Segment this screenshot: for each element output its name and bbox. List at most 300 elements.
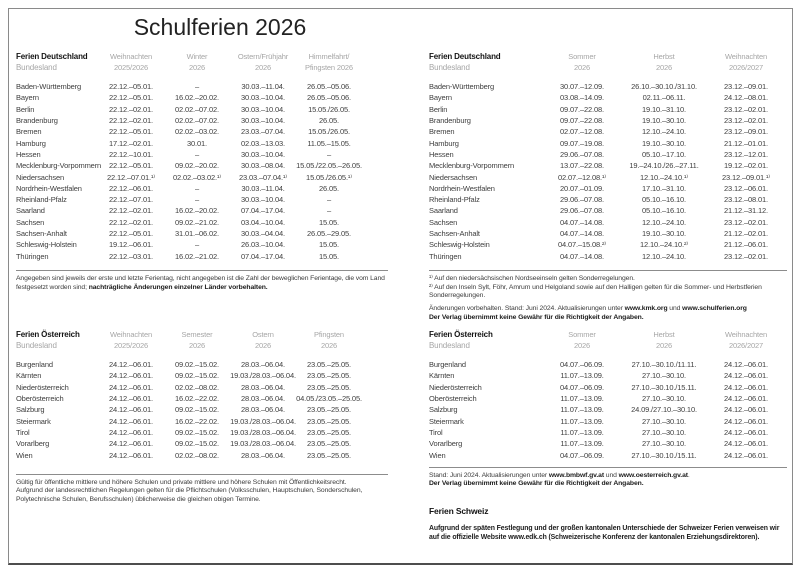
date-range: 15.05. [319,240,339,250]
date-range: 29.06.–07.08. [560,149,604,159]
column-header: Semester 2026 [181,330,213,350]
date-range: 24.12.–06.01. [724,382,768,392]
column-header: Winter 2026 [186,52,208,72]
date-range: 26.10.–30.10./31.10. [631,82,697,92]
date-range: 17.12.–02.01. [109,138,153,148]
state-name: Kärnten [16,371,42,381]
table-row [16,137,388,148]
url-bmbwf: www.bmbwf.gv.at [548,471,604,479]
state-name: Thüringen [429,251,462,261]
state-name: Rheinland-Pfalz [429,195,480,205]
table-row [16,415,388,426]
table-row [429,449,787,460]
date-range: 29.06.–07.08. [560,206,604,216]
date-range: 09.07.–22.08. [560,116,604,126]
date-range: 11.05.–15.05. [307,138,351,148]
date-range: – [194,195,200,205]
date-range: 12.10.–24.10.²⁾ [640,240,688,250]
date-range: 30.03.–04.04. [241,229,285,238]
update-note: Stand: Juni 2024. Aktualisierungen unter www.bmbwf.gv.at und www.oesterreich.gv.at. [429,471,690,479]
date-range: 22.12.–07.01.¹⁾ [107,172,155,182]
date-range: 23.03.–07.04.¹⁾ [239,172,287,182]
publisher-disclaimer: Der Verlag übernimmt keine Gewähr für die Richtigkeit der Angaben. [429,480,644,488]
date-range: 12.10.–24.10. [642,217,686,227]
table-row [429,438,787,449]
date-range: 27.10.–30.10./15.11. [631,382,697,392]
date-range: 15.05./26.05. [308,104,350,114]
date-range: 30.03.–10.04. [241,116,285,126]
date-range: 24.12.–06.01. [724,394,768,404]
date-range: 24.12.–06.01. [724,360,768,370]
date-range: 28.03.–06.04. [241,382,285,392]
footnote-2: ²⁾ Auf den Inseln Sylt, Föhr, Amrum und Helgoland sowie auf den Halligen gelten für die Sommer- und Herbstferien Sonderregelungen. [429,283,762,300]
state-name: Wien [16,450,33,460]
date-range: 27.10.–30.10. [642,439,686,449]
date-range: 04.07.–14.08. [560,251,604,261]
date-range: 23.12.–09.01. [724,82,768,92]
date-range: 24.12.–06.01. [109,450,153,460]
date-range: 04.07.–14.08. [560,229,604,238]
date-range: 19.03./28.03.–06.04. [230,427,296,437]
table-row [429,183,787,194]
date-range: 04.07.–06.09. [560,360,604,370]
state-name: Schleswig-Holstein [429,240,490,250]
date-range: 23.12.–02.01. [724,217,768,227]
date-range: 09.02.–15.02. [175,360,219,370]
table-subtitle: Bundesland [429,340,470,350]
table-row [16,250,388,261]
date-range: 24.12.–06.01. [109,394,153,404]
state-name: Hamburg [16,138,46,148]
date-range: 15.05./26.05.¹⁾ [306,172,352,182]
date-range: 23.12.–12.01. [724,149,768,159]
date-range: 22.12.–06.01. [109,183,153,193]
date-range: 24.12.–06.01. [109,427,153,437]
date-range: 24.12.–06.01. [109,360,153,370]
table-row [429,250,787,261]
date-range: 23.05.–25.05. [307,427,351,437]
state-name: Niederösterreich [429,382,482,392]
state-name: Berlin [16,104,35,114]
state-name: Oberösterreich [429,394,477,404]
austria-holidays-table-part2 [429,330,787,542]
date-range: 07.04.–17.04. [241,251,285,261]
date-range: 21.12.–06.01. [724,240,768,250]
date-range: 27.10.–30.10./11.11. [631,360,697,370]
date-range: 21.12.–02.01. [724,229,768,238]
state-name: Rheinland-Pfalz [16,195,67,205]
state-name: Sachsen [429,217,458,227]
table-row [16,205,388,216]
publisher-disclaimer: Der Verlag übernimmt keine Gewähr für die Richtigkeit der Angaben. [429,313,644,321]
state-name: Bayern [429,93,452,103]
date-range: 02.03.–13.03. [241,138,285,148]
date-range: 30.07.–12.09. [560,82,604,92]
table-row [429,104,787,115]
date-range: 16.02.–20.02. [175,206,219,216]
state-name: Vorarlberg [16,439,50,449]
date-range: 02.11.–06.11. [642,93,686,103]
date-range: 27.10.–30.10./15.11. [631,450,697,460]
table-row [429,115,787,126]
date-range: 22.12.–05.01. [109,82,153,92]
date-range: 04.05./23.05.–25.05. [296,394,362,404]
date-range: 04.07.–06.09. [560,382,604,392]
date-range: 19.10.–31.10. [642,104,686,114]
state-name: Kärnten [429,371,455,381]
column-header: Herbst 2026 [653,52,675,72]
date-range: 20.07.–01.09. [560,183,604,193]
date-range: 07.04.–17.04. [241,206,285,216]
table-body [429,359,787,461]
table-body [16,359,388,461]
table-row [429,393,787,404]
date-range: 26.03.–10.04. [241,240,285,250]
date-range: 27.10.–30.10. [642,371,686,381]
date-range: 15.05./22.05.–26.05. [296,161,362,171]
column-header: Herbst 2026 [653,330,675,350]
date-range: 24.12.–06.01. [724,416,768,426]
state-name: Nordrhein-Westfalen [16,183,82,193]
state-name: Bremen [16,127,42,137]
date-range: 30.03.–08.04. [241,161,285,171]
date-range: – [194,149,200,159]
table-subtitle: Bundesland [429,62,470,72]
date-range: 30.03.–11.04. [241,183,285,193]
date-range: 30.03.–10.04. [241,104,285,114]
date-range: 03.08.–14.09. [560,93,604,103]
date-range: 19.03./28.03.–06.04. [230,416,296,426]
date-range: 22.12.–05.01. [109,161,153,171]
date-range: 31.01.–06.02. [175,229,219,238]
table-row [16,382,388,393]
date-range: 21.12.–31.12. [724,206,768,216]
state-name: Mecklenburg-Vorpommern [16,161,102,171]
germany-holidays-table-part2 [429,52,787,323]
date-range: 22.12.–02.01. [109,116,153,126]
date-range: 24.12.–06.01. [724,427,768,437]
state-name: Oberösterreich [16,394,64,404]
date-range: 24.09./27.10.–30.10. [631,405,697,415]
date-range: 27.10.–30.10. [642,416,686,426]
table-row [429,194,787,205]
date-range: – [194,240,200,250]
state-name: Brandenburg [429,116,471,126]
date-range: 24.12.–06.01. [724,439,768,449]
url-kmk: www.kmk.org [624,305,668,313]
date-range: 22.12.–05.01. [109,93,153,103]
divider [16,474,388,475]
austria-holidays-table-part1 [16,330,388,505]
table-subtitle: Bundesland [16,62,57,72]
switzerland-section-title: Ferien Schweiz [429,506,489,517]
state-name: Schleswig-Holstein [16,240,77,250]
switzerland-note: Aufgrund der späten Festlegung und der großen kantonalen Unterschiede der Schweizer Ferien verweisen wir auf die offizielle Website www.edk.ch (Schweizerische Konferenz der kantonalen Erziehungsdirektoren). [429,525,780,542]
table-title: Ferien Österreich [429,330,493,339]
state-name: Steiermark [429,416,464,426]
date-range: 11.07.–13.09. [560,427,604,437]
table-row [16,228,388,239]
date-range: 24.12.–06.01. [109,371,153,381]
state-name: Hessen [429,149,454,159]
state-name: Vorarlberg [429,439,463,449]
table-row [16,160,388,171]
url-oesterreich: www.oesterreich.gv.at [618,471,688,479]
date-range: 11.07.–13.09. [560,416,604,426]
date-range: 23.12.–08.01. [724,195,768,205]
date-range: 22.12.–05.01. [109,229,153,238]
date-range: 16.02.–21.02. [175,251,219,261]
table-row [16,427,388,438]
state-name: Burgenland [16,360,53,370]
date-range: 15.05. [319,217,339,227]
state-name: Nordrhein-Westfalen [429,183,495,193]
date-range: 26.05. [319,116,339,126]
table-row [429,160,787,171]
date-range: 29.06.–07.08. [560,195,604,205]
column-header: Sommer 2026 [568,330,596,350]
date-range: 23.12.–02.01. [724,104,768,114]
date-range: 30.03.–10.04. [241,93,285,103]
date-range: 16.02.–22.02. [175,394,219,404]
state-name: Saarland [16,206,45,216]
date-range: 02.02.–03.02. [175,127,219,137]
table-subtitle: Bundesland [16,340,57,350]
date-range: 23.05.–25.05. [307,439,351,449]
state-name: Tirol [16,427,30,437]
date-range: – [194,82,200,92]
date-range: 23.05.–25.05. [307,405,351,415]
table-row [429,149,787,160]
footnote-1: ¹⁾ Auf den niedersächsischen Nordseeinseln gelten Sonderregelungen. [429,274,635,282]
date-range: 22.12.–07.01. [109,195,153,205]
table-row [16,171,388,182]
date-range: 19.12.–02.01. [724,161,768,171]
state-name: Sachsen-Anhalt [429,229,480,238]
date-range: 23.12.–06.01. [724,183,768,193]
date-range: 19.10.–30.10. [642,138,686,148]
table-row [429,137,787,148]
divider [429,270,787,271]
date-range: 23.05.–25.05. [307,360,351,370]
date-range: 22.12.–02.01. [109,217,153,227]
state-name: Niedersachsen [429,172,478,182]
table-row [16,92,388,103]
table-row [16,404,388,415]
table-row [16,115,388,126]
date-range: 19.03./28.03.–06.04. [230,371,296,381]
table-row [429,239,787,250]
state-name: Berlin [429,104,448,114]
table-body [16,81,388,262]
date-range: 24.12.–06.01. [109,382,153,392]
date-range: 02.02.–08.02. [175,382,219,392]
column-header: Weihnachten 2025/2026 [110,52,152,72]
state-name: Baden-Württemberg [16,82,81,92]
date-range: 19.12.–06.01. [109,240,153,250]
column-header: Weihnachten 2026/2027 [725,52,767,72]
validity-note: Gültig für öffentliche mittlere und höhere Schulen und private mittlere und höhere Schulen mit Öffentlichkeitsrecht. Aufgrund der landesrechtlichen Regelungen gelten für die Pflichtschulen (Volksschulen, Hauptschulen, Sonderschulen, Polytechnische Schulen, Berufsschulen) üblicherweise die gleichen obigen Termine. [16,478,363,504]
table-row [16,217,388,228]
date-range: 04.07.–06.09. [560,450,604,460]
date-range: 15.05. [319,251,339,261]
date-range: 27.10.–30.10. [642,394,686,404]
table-row [16,104,388,115]
date-range: 02.02.–08.02. [175,450,219,460]
state-name: Burgenland [429,360,466,370]
divider [16,270,388,271]
date-range: 19.10.–30.10. [642,116,686,126]
date-range: 30.03.–11.04. [241,82,285,92]
update-note: Änderungen vorbehalten. Stand: Juni 2024. Aktualisierungen unter www.kmk.org und www.schulferien.org [429,305,747,313]
table-title: Ferien Deutschland [16,52,88,61]
date-range: 11.07.–13.09. [560,394,604,404]
state-name: Brandenburg [16,116,58,126]
table-row [429,404,787,415]
date-range: 23.12.–09.01.¹⁾ [722,172,770,182]
table-title: Ferien Österreich [16,330,80,339]
date-range: 24.12.–06.01. [109,405,153,415]
date-range: 12.10.–24.10. [642,251,686,261]
state-name: Sachsen-Anhalt [16,229,67,238]
table-row [429,228,787,239]
table-row [429,81,787,92]
table-row [429,92,787,103]
column-header: Sommer 2026 [568,52,596,72]
date-range: 19.–24.10./26.–27.11. [629,161,699,171]
date-range: 23.05.–25.05. [307,450,351,460]
state-name: Salzburg [16,405,45,415]
date-range: 09.02.–15.02. [175,405,219,415]
table-row [429,126,787,137]
date-range: 13.07.–22.08. [560,161,604,171]
table-header [429,52,787,73]
date-range: 12.10.–24.10. [642,127,686,137]
date-range: 09.07.–19.08. [560,138,604,148]
table-body [429,81,787,262]
table-row [429,382,787,393]
date-range: 23.05.–25.05. [307,382,351,392]
column-header: Weihnachten 2026/2027 [725,330,767,350]
date-range: 09.02.–20.02. [175,161,219,171]
date-range: 28.03.–06.04. [241,450,285,460]
table-row [16,239,388,250]
state-name: Niederösterreich [16,382,69,392]
column-header: Ostern 2026 [252,330,274,350]
date-range: 26.05.–05.06. [307,93,351,103]
date-range: 19.10.–30.10. [642,229,686,238]
date-range: 23.12.–09.01. [724,127,768,137]
table-row [429,171,787,182]
date-range: 22.12.–10.01. [109,149,153,159]
date-range: 09.02.–21.02. [175,217,219,227]
state-name: Salzburg [429,405,458,415]
date-range: 28.03.–06.04. [241,360,285,370]
table-row [429,415,787,426]
divider [429,467,787,468]
date-range: 24.12.–06.01. [724,405,768,415]
date-range: 24.12.–06.01. [724,371,768,381]
date-range: – [326,195,332,205]
date-range: 27.10.–30.10. [642,427,686,437]
table-row [16,393,388,404]
table-row [429,359,787,370]
date-range: 12.10.–24.10.¹⁾ [640,172,688,182]
column-header: Himmelfahrt/ Pfingsten 2026 [305,52,353,72]
date-range: 05.10.–17.10. [642,149,686,159]
date-range: 04.07.–14.08. [560,217,604,227]
table-header [16,52,388,73]
table-row [16,449,388,460]
date-range: 21.12.–01.01. [724,138,768,148]
date-range: 23.12.–02.01. [724,116,768,126]
state-name: Steiermark [16,416,51,426]
date-range: 11.07.–13.09. [560,371,604,381]
date-range: 04.07.–15.08.²⁾ [558,240,606,250]
date-range: 30.01. [187,138,207,148]
state-name: Hessen [16,149,41,159]
date-range: 05.10.–16.10. [642,206,686,216]
date-range: 09.02.–15.02. [175,371,219,381]
date-range: 23.12.–02.01. [724,251,768,261]
state-name: Saarland [429,206,458,216]
date-range: 02.02.–07.02. [175,116,219,126]
url-schulferien: www.schulferien.org [682,305,747,313]
date-range: 24.12.–06.01. [109,416,153,426]
date-range: 05.10.–16.10. [642,195,686,205]
date-range: 23.05.–25.05. [307,416,351,426]
table-row [429,217,787,228]
date-range: 28.03.–06.04. [241,394,285,404]
date-range: – [326,206,332,216]
state-name: Hamburg [429,138,459,148]
column-header: Pfingsten 2026 [314,330,344,350]
date-range: – [326,149,332,159]
date-range: 23.03.–07.04. [241,127,285,137]
state-name: Thüringen [16,251,49,261]
state-name: Wien [429,450,446,460]
date-range: 26.05.–29.05. [307,229,351,238]
date-range: 26.05. [319,183,339,193]
date-range: 22.12.–05.01. [109,127,153,137]
date-range: 24.12.–08.01. [724,93,768,103]
date-range: 30.03.–10.04. [241,195,285,205]
date-range: 19.03./28.03.–06.04. [230,439,296,449]
table-row [16,126,388,137]
state-name: Niedersachsen [16,172,65,182]
date-range: 15.05./26.05. [308,127,350,137]
date-range: 17.10.–31.10. [642,183,686,193]
date-range: 22.12.–02.01. [109,206,153,216]
table-row [16,183,388,194]
state-name: Sachsen [16,217,45,227]
column-header: Ostern/Frühjahr 2026 [237,52,289,72]
column-header: Weihnachten 2025/2026 [110,330,152,350]
date-range: 11.07.–13.09. [560,405,604,415]
date-range: 09.02.–15.02. [175,439,219,449]
date-range: 22.12.–03.01. [109,251,153,261]
state-name: Bremen [429,127,455,137]
date-range: 22.12.–02.01. [109,104,153,114]
date-range: 09.02.–15.02. [175,427,219,437]
date-range: 02.07.–12.08. [560,127,604,137]
date-range: 16.02.–20.02. [175,93,219,103]
date-range: 03.04.–10.04. [241,217,285,227]
date-range: 02.07.–12.08.¹⁾ [558,172,606,182]
germany-holidays-table-part1 [16,52,388,292]
state-name: Baden-Württemberg [429,82,494,92]
table-header [429,330,787,351]
